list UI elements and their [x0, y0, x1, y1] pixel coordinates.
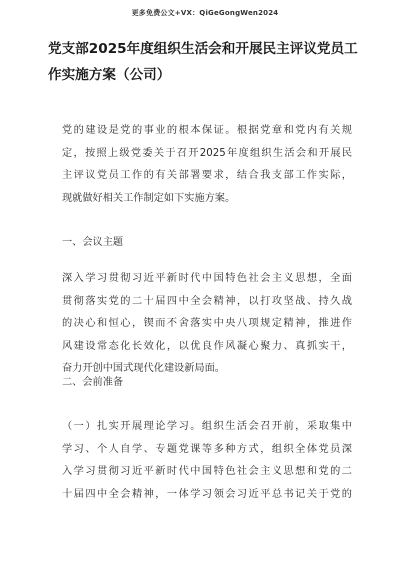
theme-line: 的决心和恒心，锲而不舍落实中央八项规定精神，推进作 — [62, 318, 352, 329]
intro-line: 定，按照上级党委关于召开2025年度组织生活会和开展民 — [62, 147, 352, 159]
intro-line: 现就做好相关工作制定如下实施方案。 — [62, 192, 236, 204]
intro-line: 主评议党员工作的有关部署要求，结合我支部工作实际， — [62, 170, 352, 181]
preparation-line: 十届四中全会精神，一体学习领会习近平总书记关于党的 — [62, 488, 352, 500]
preparation-line: （一）扎实开展理论学习。组织生活会召开前，采取集中 — [62, 421, 352, 432]
intro-line: 党的建设是党的事业的根本保证。根据党章和党内有关规 — [62, 125, 352, 136]
preparation-line: 学习、个人自学、专题党课等多种方式，组织全体党员深 — [62, 443, 352, 455]
theme-line: 贯彻落实党的二十届四中全会精神，以打攻坚战、持久战 — [62, 295, 352, 307]
preparation-line: 入学习贯彻习近平新时代中国特色社会主义思想和党的二 — [62, 466, 352, 477]
header-watermark: 更多免费公文+VX：QiGeGongWen2024 — [131, 9, 279, 17]
intro-paragraph — [62, 120, 352, 210]
title-line: 党支部2025年度组织生活会和开展民主评议党员工 — [48, 41, 358, 57]
section-heading-theme: 一、会议主题 — [62, 237, 124, 248]
theme-line: 风建设常态化长效化，以优良作风凝心聚力、真抓实干， — [62, 340, 352, 352]
section-theme-paragraph — [62, 268, 352, 381]
section-preparation-paragraph — [62, 416, 352, 506]
document-title — [48, 36, 368, 88]
theme-line: 奋力开创中国式现代化建设新局面。 — [62, 363, 225, 374]
theme-line: 深入学习贯彻习近平新时代中国特色社会主义思想，全面 — [62, 273, 352, 284]
section-heading-preparation: 二、会前准备 — [62, 377, 124, 388]
title-line: 作实施方案（公司） — [48, 67, 171, 83]
